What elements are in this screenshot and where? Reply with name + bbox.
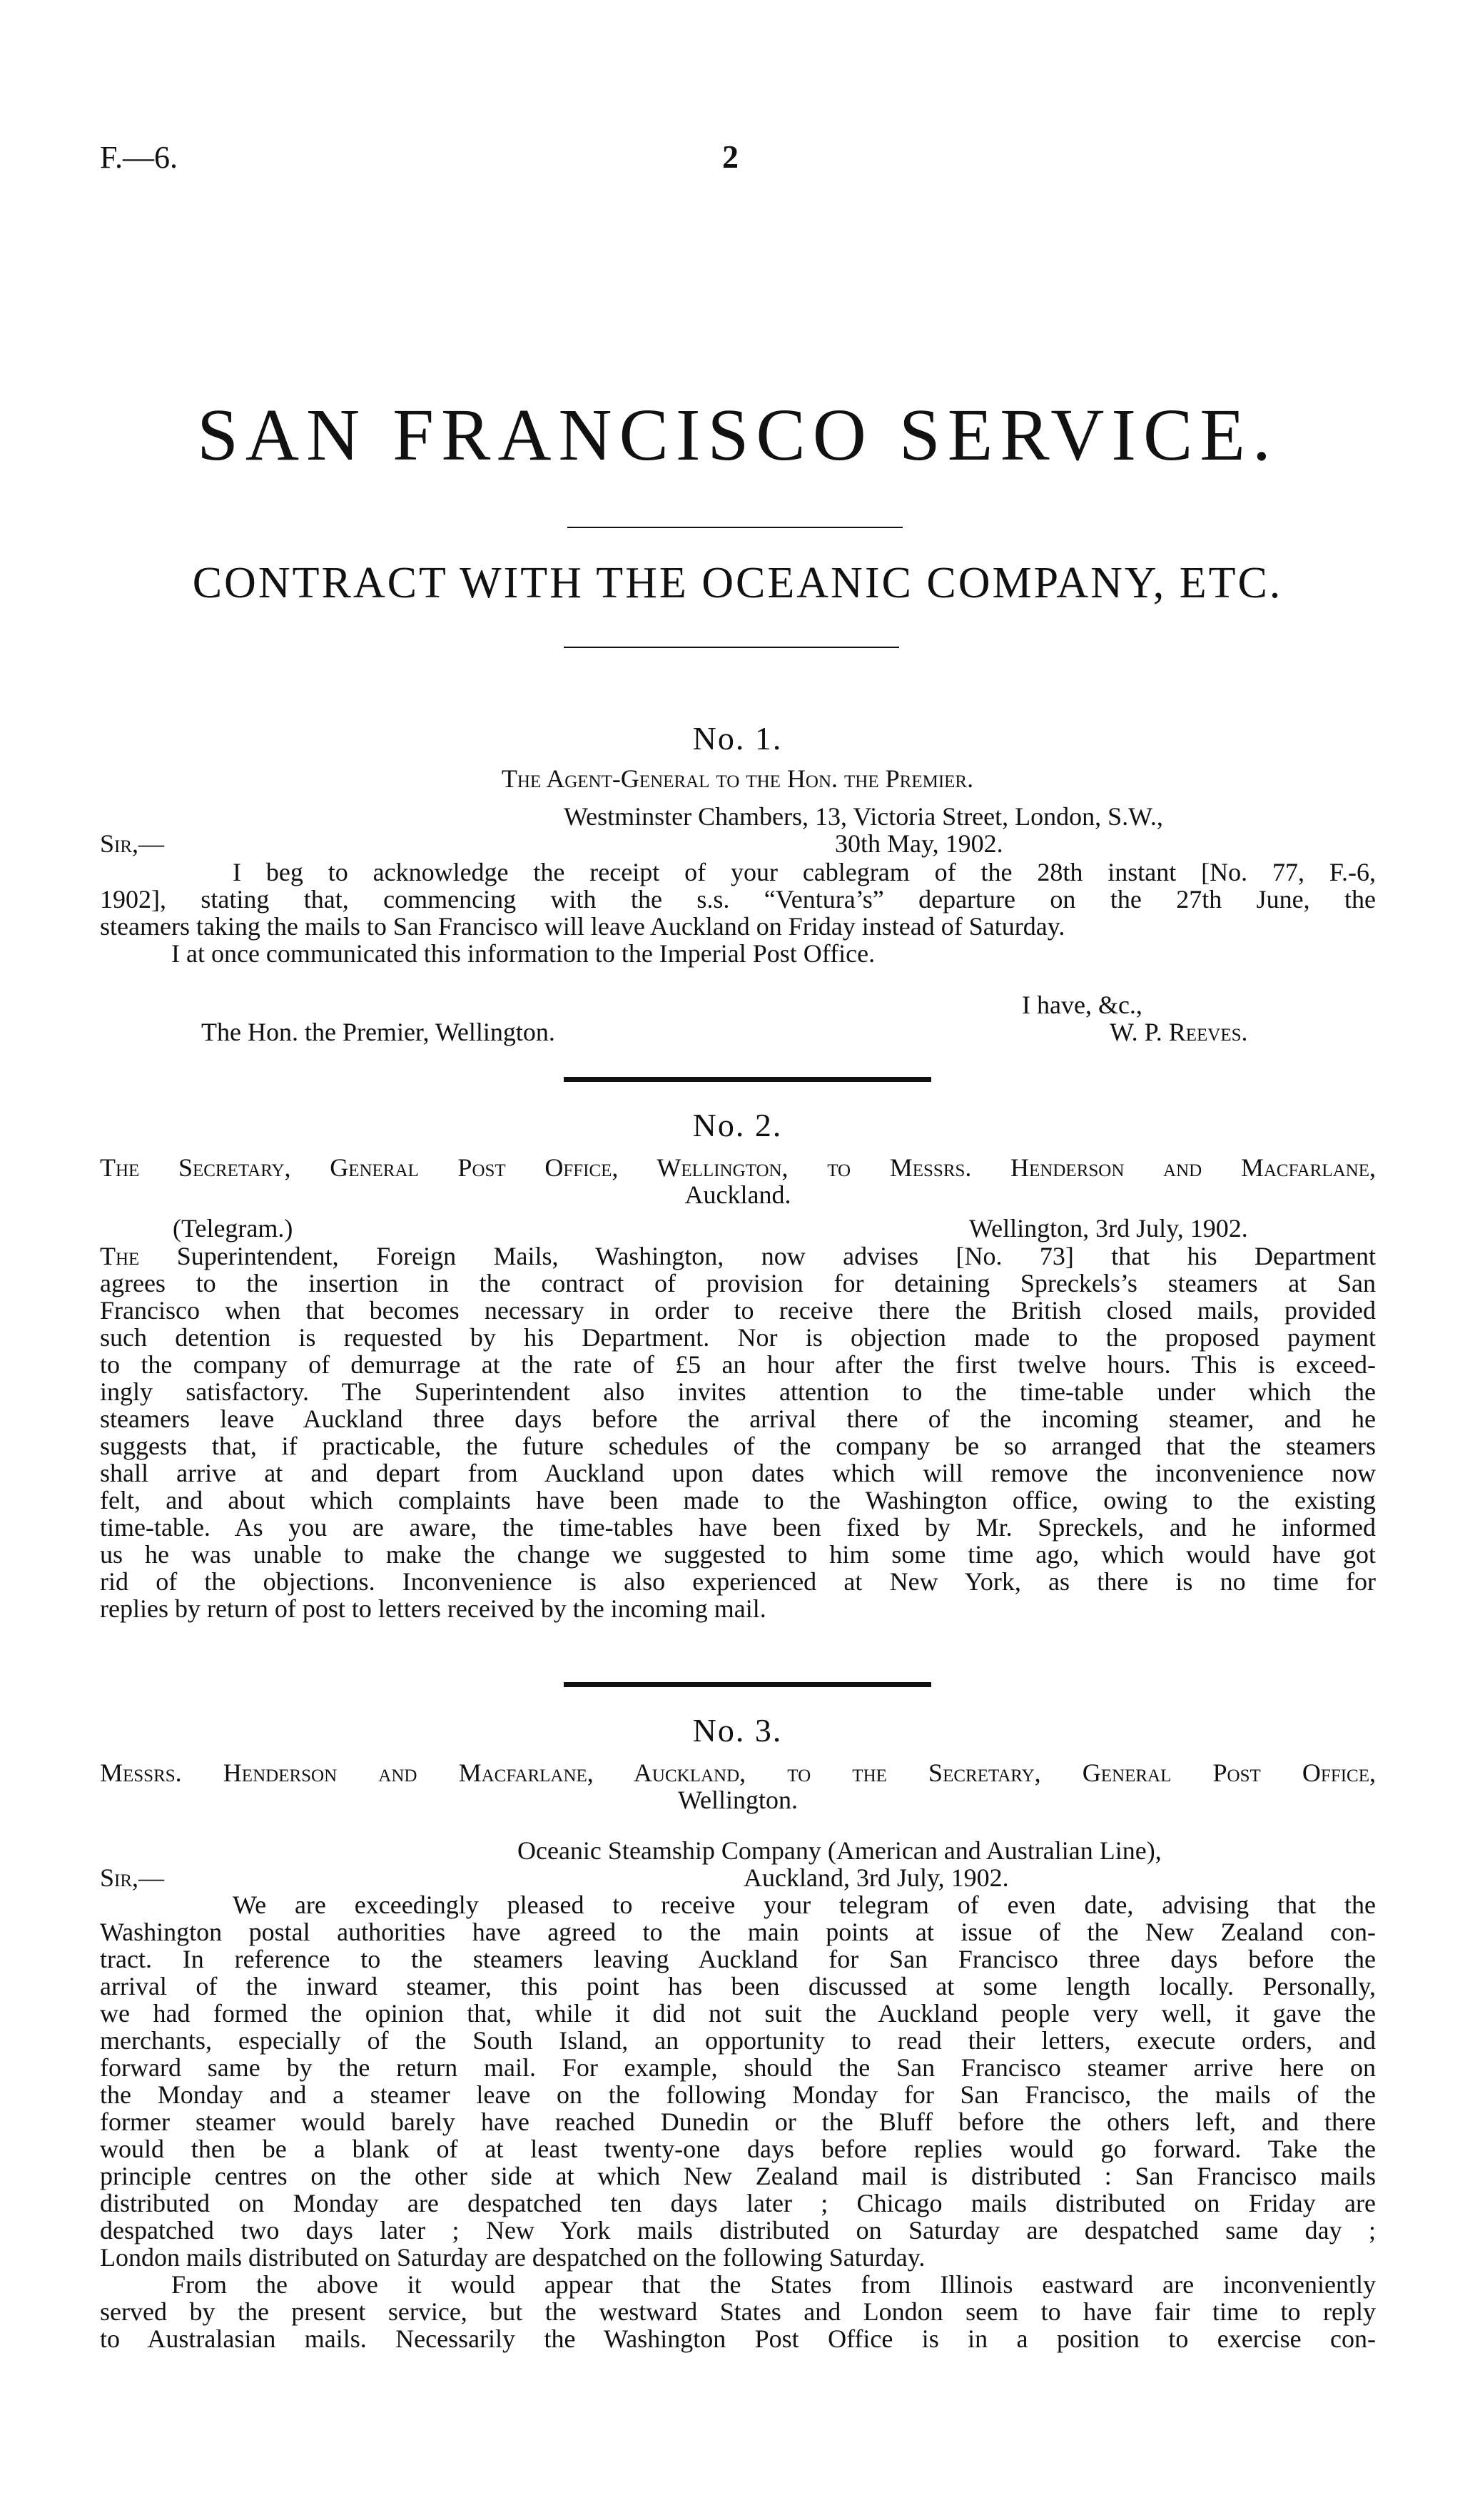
text-line: agrees to the insertion in the contract of provision for detaining Spreckels’s steamers at San (100, 1269, 1376, 1297)
text-line: the Monday and a steamer leave on the following Monday for San Francisco, the mails of the (100, 2080, 1376, 2109)
text-line: arrival of the inward steamer, this point has been discussed at some length locally. Personally, (100, 1972, 1376, 2000)
letter-body (100, 1891, 1376, 2352)
text-line: replies by return of post to letters received by the incoming mail. (100, 1594, 766, 1623)
salutation: Sir,— (100, 829, 165, 858)
heading-line: Auckland. (684, 1180, 791, 1209)
text-line: principle centres on the other side at which New Zealand mail is distributed : San Francisco mails (100, 2162, 1376, 2190)
letter-date: Auckland, 3rd July, 1902. (744, 1863, 1009, 1892)
text-line: tract. In reference to the steamers leaving Auckland for San Francisco three days before the (100, 1945, 1376, 1973)
heading-line: Messrs. Henderson and Macfarlane, Auckland, to the Secretary, General Post Office, (100, 1759, 1376, 1787)
document-reference: F.—6. (100, 140, 178, 175)
text-line: Francisco when that becomes necessary in order to receive there the British closed mails, provided (100, 1296, 1376, 1325)
text-line: us he was unable to make the change we suggested to him some time ago, which would have got (100, 1540, 1376, 1569)
text-line: former steamer would barely have reached Dunedin or the Bluff before the others left, and there (100, 2107, 1376, 2136)
section-divider (564, 1077, 931, 1082)
letter-address: Oceanic Steamship Company (American and Australian Line), (517, 1836, 1162, 1865)
text-line: we had formed the opinion that, while it did not suit the Auckland people very well, it gave the (100, 1999, 1376, 2028)
text-line: We are exceedingly pleased to receive your telegram of even date, advising that the (233, 1891, 1376, 1919)
text-line: felt, and about which complaints have been made to the Washington office, owing to the existing (100, 1486, 1376, 1514)
section-divider (564, 1682, 931, 1687)
salutation: Sir,— (100, 1863, 165, 1892)
text-line: to the company of demurrage at the rate of £5 an hour after the first twelve hours. This is exceed- (100, 1350, 1376, 1379)
letter-heading (100, 1154, 1376, 1208)
document-subtitle: CONTRACT WITH THE OCEANIC COMPANY, ETC. (192, 559, 1283, 607)
text-line: such detention is requested by his Department. Nor is objection made to the proposed payment (100, 1323, 1376, 1352)
text-line: London mails distributed on Saturday are despatched on the following Saturday. (100, 2243, 926, 2272)
text-line: The Superintendent, Foreign Mails, Washington, now advises [No. 73] that his Department (100, 1242, 1376, 1270)
text-line: I beg to acknowledge the receipt of your cablegram of the 28th instant [No. 77, F.-6, (233, 858, 1376, 886)
document-title: SAN FRANCISCO SERVICE. (197, 394, 1278, 476)
letter-date: Wellington, 3rd July, 1902. (969, 1214, 1248, 1243)
text-line: would then be a blank of at least twenty-one days before replies would go forward. Take the (100, 2135, 1376, 2163)
text-line: distributed on Monday are despatched ten days later ; Chicago mails distributed on Friday are (100, 2189, 1376, 2217)
text-line: served by the present service, but the westward States and London seem to have fair time to reply (100, 2297, 1376, 2326)
text-line: time-table. As you are aware, the time-tables have been fixed by Mr. Spreckels, and he informed (100, 1513, 1376, 1542)
heading-line: Wellington. (677, 1786, 799, 1814)
text-line: rid of the objections. Inconvenience is also experienced at New York, as there is no time for (100, 1567, 1376, 1596)
letter-heading (100, 1759, 1376, 1813)
text-line: shall arrive at and depart from Auckland upon dates which will remove the inconvenience now (100, 1459, 1376, 1487)
text-line: 1902], stating that, commencing with the s.s. “Ventura’s” departure on the 27th June, the (100, 885, 1376, 914)
text-line: From the above it would appear that the States from Illinois eastward are inconveniently (171, 2270, 1376, 2299)
text-line: steamers taking the mails to San Francisco will leave Auckland on Friday instead of Saturday. (100, 912, 1065, 941)
letter-number: No. 1. (692, 720, 783, 756)
title-divider (567, 527, 903, 528)
text-line: despatched two days later ; New York mails distributed on Saturday are despatched same day ; (100, 2216, 1376, 2245)
text-line: ingly satisfactory. The Superintendent also invites attention to the time-table under which the (100, 1377, 1376, 1406)
letter-number: No. 2. (692, 1107, 783, 1143)
telegram-body (100, 1243, 1376, 1622)
letter-address: Westminster Chambers, 13, Victoria Street, London, S.W., (564, 802, 1163, 831)
heading-line: The Secretary, General Post Office, Wellington, to Messrs. Henderson and Macfarlane, (100, 1153, 1376, 1182)
text-line: I at once communicated this information to the Imperial Post Office. (171, 939, 876, 968)
medium-label: (Telegram.) (173, 1214, 293, 1243)
signature: W. P. Reeves. (1110, 1018, 1248, 1046)
text-line: to Australasian mails. Necessarily the Washington Post Office is in a position to exercise con- (100, 2324, 1376, 2353)
closing: I have, &c., (1022, 991, 1142, 1019)
addressee: The Hon. the Premier, Wellington. (201, 1018, 555, 1046)
letter-date: 30th May, 1902. (835, 829, 1003, 858)
text-fragment: Superintendent, Foreign Mails, Washington, now advises [No. 73] that his Department (139, 1242, 1376, 1270)
letter-number: No. 3. (692, 1712, 783, 1749)
text-line: merchants, especially of the South Island, an opportunity to read their letters, execute orders, and (100, 2026, 1376, 2055)
text-line: suggests that, if practicable, the future schedules of the company be so arranged that the steamers (100, 1432, 1376, 1460)
page-number: 2 (722, 138, 739, 175)
text-line: steamers leave Auckland three days before the arrival there of the incoming steamer, and he (100, 1405, 1376, 1433)
letter-heading: The Agent-General to the Hon. the Premier. (501, 764, 974, 793)
subtitle-divider (564, 647, 899, 648)
letter-body (100, 859, 1376, 967)
text-line: Washington postal authorities have agreed to the main points at issue of the New Zealand con- (100, 1918, 1376, 1946)
text-line: forward same by the return mail. For example, should the San Francisco steamer arrive here on (100, 2053, 1376, 2082)
